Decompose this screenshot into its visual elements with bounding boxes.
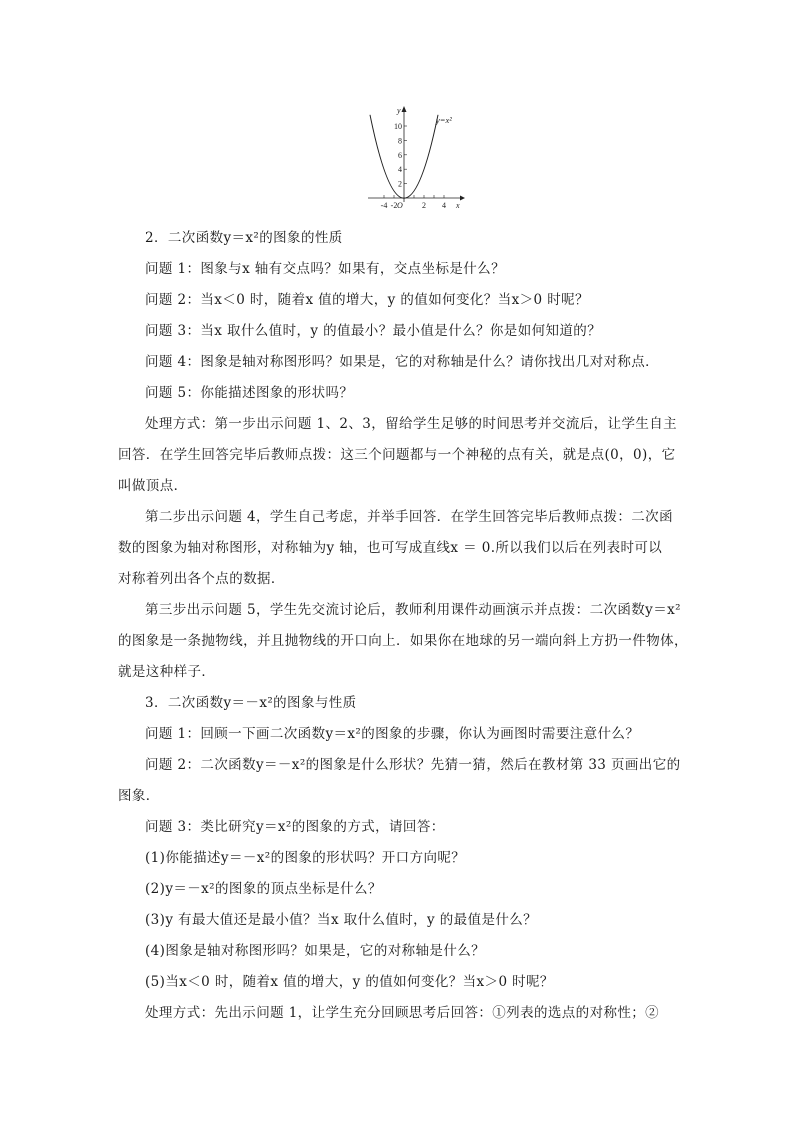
section-heading-3: 3．二次函数y＝－x²的图象与性质: [145, 695, 357, 711]
paragraph-line: 对称着列出各个点的数据．: [118, 571, 285, 587]
sub-question-line: (4)图象是轴对称图形吗？如果是，它的对称轴是什么？: [145, 943, 486, 959]
paragraph-line: 的图象是一条抛物线，并且抛物线的开口向上．如果你在地球的另一端向斜上方扔一件物体，: [118, 633, 688, 649]
x-tick-label: -2: [390, 201, 398, 210]
question-line: 问题 3：类比研究y＝x²的图象的方式，请回答：: [145, 819, 445, 835]
parabola-figure: [366, 104, 466, 212]
sub-question-line: (2)y＝－x²的图象的顶点坐标是什么？: [145, 881, 382, 897]
y-tick-label: 2: [398, 179, 402, 189]
question-line: 问题 3：当x 取什么值时，y 的值最小？最小值是什么？你是如何知道的？: [145, 323, 602, 339]
paragraph-line: 回答．在学生回答完毕后教师点拨：这三个问题都与一个神秘的点有关，就是点(0，0)，它: [118, 447, 676, 463]
sub-question-line: (5)当x＜0 时，随着x 值的增大，y 的值如何变化？当x＞0 时呢？: [145, 974, 554, 990]
question-line: 问题 5：你能描述图象的形状吗？: [145, 385, 354, 401]
question-line: 问题 4：图象是轴对称图形吗？如果是，它的对称轴是什么？请你找出几对对称点．: [145, 354, 660, 370]
paragraph-line: 处理方式：第一步出示问题 1、2、3，留给学生足够的时间思考并交流后，让学生自主: [145, 416, 678, 432]
x-tick-label: -4: [380, 201, 388, 210]
paragraph-line: 处理方式：先出示问题 1，让学生充分回顾思考后回答：①列表的选点的对称性；②: [145, 1005, 660, 1021]
question-line: 问题 1：图象与x 轴有交点吗？如果有，交点坐标是什么？: [145, 261, 505, 277]
paragraph-line: 叫做顶点．: [118, 478, 188, 494]
question-line: 问题 1：回顾一下画二次函数y＝x²的图象的步骤，你认为画图时需要注意什么？: [145, 726, 640, 742]
x-tick-label: 2: [422, 201, 426, 210]
paragraph-line: 数的图象为轴对称图形，对称轴为y 轴，也可写成直线x ＝ 0.所以我们以后在列表时可以: [118, 540, 663, 556]
sub-question-line: (3)y 有最大值还是最小值？当x 取什么值时，y 的最值是什么？: [145, 912, 538, 928]
y-axis-label: y: [397, 106, 401, 115]
question-line: 问题 2：当x＜0 时，随着x 值的增大，y 的值如何变化？当x＞0 时呢？: [145, 292, 589, 308]
y-tick-label: 4: [398, 165, 402, 175]
question-line: 问题 2：二次函数y＝－x²的图象是什么形状？先猜一猜，然后在教材第 33 页画出它的: [145, 757, 681, 773]
y-tick-label: 8: [398, 136, 402, 146]
curve-label: y=x²: [436, 115, 452, 125]
paragraph-line: 就是这种样子．: [118, 664, 216, 680]
section-heading-2: 2．二次函数y＝x²的图象的性质: [145, 230, 343, 246]
x-axis-label: x: [456, 201, 460, 210]
paragraph-line: 第三步出示问题 5，学生先交流讨论后，教师利用课件动画演示并点拨：二次函数y＝x²: [145, 602, 681, 618]
origin-label: O: [397, 201, 403, 210]
y-tick-label: 10: [394, 122, 402, 131]
x-tick-label: 4: [442, 201, 446, 210]
sub-question-line: (1)你能描述y＝－x²的图象的形状吗？开口方向呢？: [145, 850, 466, 866]
y-axis-arrow: [402, 106, 407, 112]
y-tick-label: 6: [398, 150, 402, 160]
x-axis-arrow: [460, 196, 465, 201]
question-line: 图象．: [118, 788, 160, 804]
paragraph-line: 第二步出示问题 4，学生自己考虑，并举手回答．在学生回答完毕后教师点拨：二次函: [145, 509, 673, 525]
